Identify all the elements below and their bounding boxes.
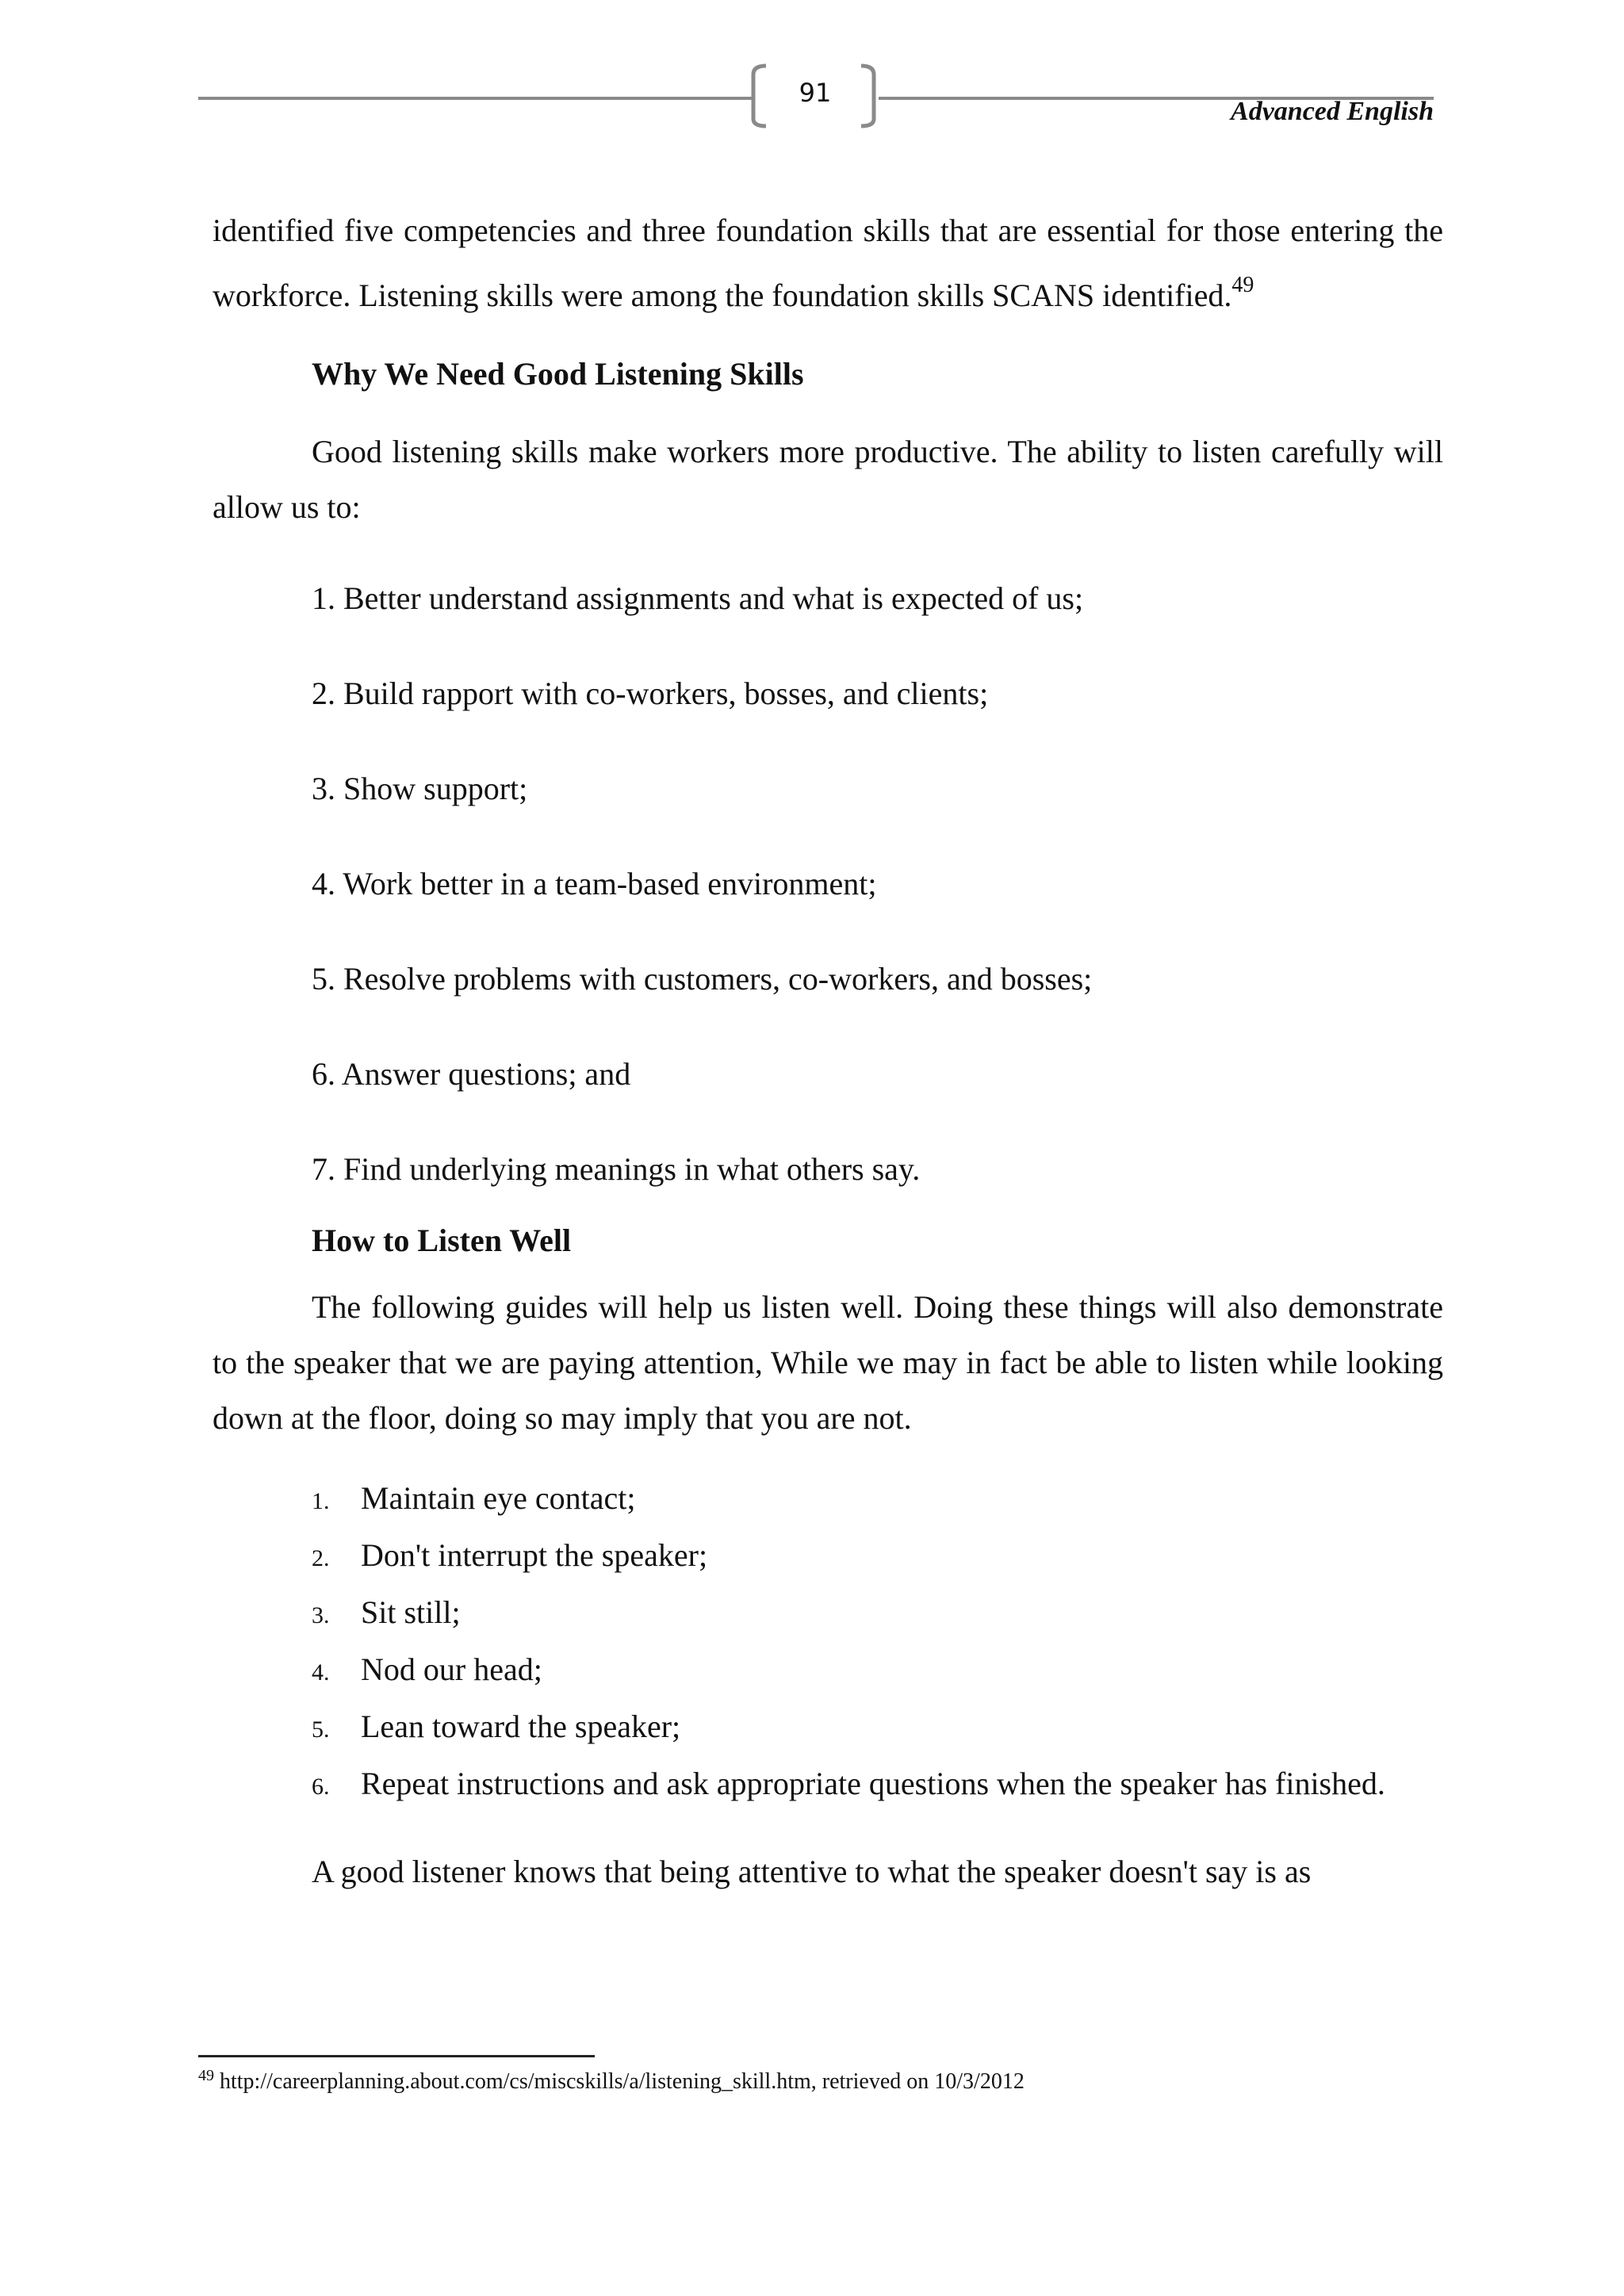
right-brace-icon xyxy=(858,63,879,128)
intro-text: identified five competencies and three foundation skills that are essential for those entering the workforce. Listening skills were among the foundation skills SCANS identified. xyxy=(213,212,1443,313)
list-item-text: Don't interrupt the speaker; xyxy=(361,1537,708,1573)
section-heading-how: How to Listen Well xyxy=(312,1223,572,1258)
list-item: 3. Show support; xyxy=(312,771,528,806)
page-body xyxy=(213,198,1443,1900)
list-item-number: 6. xyxy=(312,1774,330,1800)
closing-paragraph: A good listener knows that being attentive to what the speaker doesn't say is as xyxy=(312,1854,1312,1889)
list-item: 7. Find underlying meanings in what others say. xyxy=(312,1151,921,1187)
list-item: 2. Build rapport with co-workers, bosses, and clients; xyxy=(312,675,989,711)
list-item: 5. Resolve problems with customers, co-workers, and bosses; xyxy=(312,961,1093,997)
footnote-reference: 49 xyxy=(1231,273,1254,297)
footnote xyxy=(198,2069,1025,2095)
page-number: 91 xyxy=(799,78,832,108)
running-head: Advanced English xyxy=(1231,97,1434,126)
list-item-number: 4. xyxy=(312,1659,330,1686)
list-item: 1. Better understand assignments and what is expected of us; xyxy=(312,580,1084,616)
list-item xyxy=(312,1698,1443,1755)
left-brace-icon xyxy=(749,63,769,128)
list-item-number: 1. xyxy=(312,1488,330,1514)
benefits-list xyxy=(213,551,1443,1217)
section2-paragraph: The following guides will help us listen well. Doing these things will also demonstrate to the speaker that we are paying attention, While we may in fact be able to listen while looking down at the floor, doing so may imply that you are not. xyxy=(213,1289,1443,1436)
list-item xyxy=(312,1641,1443,1698)
list-item-text: Repeat instructions and ask appropriate questions when the speaker has finished. xyxy=(361,1766,1385,1801)
list-item-number: 2. xyxy=(312,1545,330,1571)
list-item: 4. Work better in a team-based environment; xyxy=(312,866,877,901)
list-item-text: Sit still; xyxy=(361,1594,461,1630)
section1-paragraph: Good listening skills make workers more productive. The ability to listen carefully will allow us to: xyxy=(213,434,1443,525)
footnote-number: 49 xyxy=(198,2067,214,2084)
list-item xyxy=(312,1470,1443,1527)
list-item xyxy=(312,1584,1443,1641)
section-heading-why: Why We Need Good Listening Skills xyxy=(312,356,804,392)
footnote-text: http://careerplanning.about.com/cs/miscskills/a/listening_skill.htm, retrieved on 10/3/2012 xyxy=(220,2069,1025,2094)
list-item-text: Nod our head; xyxy=(361,1651,542,1687)
list-item-text: Maintain eye contact; xyxy=(361,1480,636,1516)
list-item: 6. Answer questions; and xyxy=(312,1056,631,1092)
list-item-number: 5. xyxy=(312,1716,330,1743)
intro-paragraph xyxy=(213,198,1443,328)
guides-list xyxy=(213,1470,1443,1812)
footnote-rule xyxy=(198,2055,595,2057)
header-rule-left xyxy=(198,97,753,100)
list-item-number: 3. xyxy=(312,1602,330,1628)
list-item xyxy=(312,1755,1443,1812)
list-item-text: Lean toward the speaker; xyxy=(361,1709,681,1744)
list-item xyxy=(312,1527,1443,1584)
